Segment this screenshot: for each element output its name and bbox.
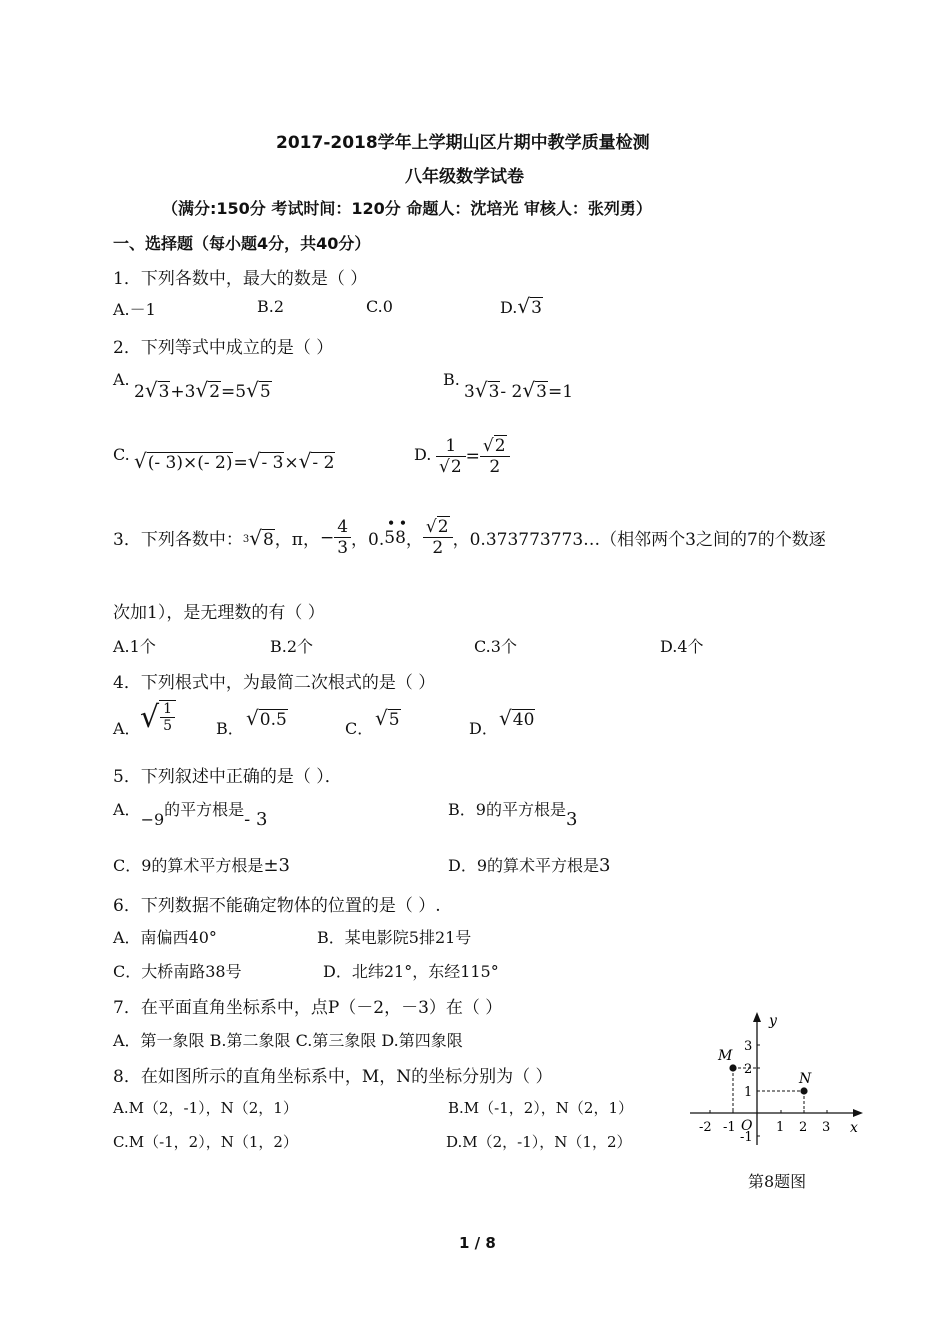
q2-c-rad3: - 2 [312, 453, 335, 473]
q3-repeating-digits: 58 [384, 527, 406, 548]
q4-a-label: A． [113, 719, 141, 738]
point-n [800, 1087, 807, 1094]
q2-option-a: 2√3+3√2=5√5 [134, 378, 271, 402]
q5-c-answer: ±3 [263, 855, 290, 876]
q4-c-rad: 5 [388, 710, 400, 730]
q3-option-d: D.4个 [660, 637, 704, 656]
q2-d-eq: = [465, 446, 480, 467]
q1-option-d [500, 294, 543, 318]
q2-a-coef: 2 [134, 382, 145, 402]
y-tick-label: -1 [740, 1130, 753, 1145]
y-axis-arrow-icon [753, 1012, 761, 1022]
q2-b-op: - 2 [500, 382, 523, 402]
q5-c-text: C．9的算术平方根是 [113, 856, 264, 875]
q1-stem: 1．下列各数中，最大的数是（ ） [113, 269, 368, 289]
q2-d-den-rad: 2 [450, 457, 462, 477]
y-tick-label: 1 [744, 1085, 753, 1100]
q2-a-rad2: 2 [209, 382, 221, 402]
q3-stem: 3．下列各数中： $^3$√8 ，π， − $\frac{4}{3}$ ，0. 58 • • ， $\frac{√2}{2}$ ，0.373773773…（相邻两个3之间的7的个数逐 [113, 515, 826, 558]
q3-sep2: ， [405, 530, 423, 550]
q4-option-c: √5 [375, 706, 400, 730]
q3-frac-den: 3 [337, 538, 349, 558]
q2-a-op: +3 [170, 382, 196, 402]
q2-b-rad1: 3 [488, 382, 500, 402]
q4-d-rad: 40 [512, 710, 535, 730]
q2-c-label: C. [113, 445, 130, 464]
q3-option-b: B.2个 [270, 637, 314, 656]
y-axis-label: y [769, 1013, 777, 1029]
point-m [729, 1064, 736, 1071]
q1-option-c: C.0 [366, 297, 393, 316]
x-tick-label: 2 [799, 1120, 808, 1135]
origin-label: O [741, 1118, 753, 1134]
exam-title: 2017-2018学年上学期山区片期中教学质量检测 [276, 133, 650, 153]
q3-neg: − [319, 527, 335, 548]
q2-d-den: 2 [489, 457, 501, 477]
section-heading: 一、选择题（每小题4分，共40分） [113, 234, 371, 253]
q5-b-answer: 3 [565, 809, 578, 830]
q8-option-c: C.M（-1，2），N（1，2） [113, 1133, 298, 1151]
y-tick-label: 2 [744, 1062, 753, 1077]
q2-b-rad2: 3 [536, 382, 547, 402]
q3-prefix: 3．下列各数中： [113, 530, 243, 550]
q8-coordinate-figure [685, 1010, 875, 1150]
q7-options: A．第一象限 B.第二象限 C.第三象限 D.第四象限 [113, 1031, 463, 1050]
q5-option-a [113, 797, 268, 830]
q3-cube-index: 3 [242, 533, 250, 545]
q1-d-radicand: 3 [531, 298, 542, 318]
page-number: 1 / 8 [459, 1234, 496, 1252]
q4-a-den: 5 [163, 718, 173, 734]
x-axis-label: x [850, 1120, 858, 1136]
q3-rad-den: 2 [432, 538, 444, 558]
q8-option-d: D.M（2，-1），N（1，2） [446, 1133, 632, 1151]
q5-b-text: B．9的平方根是 [448, 800, 566, 819]
x-tick-label: 3 [822, 1120, 831, 1135]
q5-option-c [113, 853, 290, 876]
q2-stem: 2．下列等式中成立的是（ ） [113, 338, 334, 358]
q7-stem: 7．在平面直角坐标系中，点P（－2，－3）在（ ） [113, 998, 503, 1018]
q6-option-c: C．大桥南路38号 [113, 962, 242, 981]
q2-d-num: 1 [436, 436, 466, 457]
q1-option-a: A.－1 [113, 300, 156, 319]
q5-option-b [448, 797, 578, 830]
q2-d-num-rad: 2 [494, 436, 506, 456]
q5-d-answer: 3 [599, 855, 611, 876]
q1-d-label: D. [500, 298, 518, 317]
q8-option-b: B.M（-1，2），N（2，1） [448, 1099, 634, 1117]
q2-c-times: × [284, 453, 299, 473]
q5-a-label: A． [113, 800, 141, 819]
q6-option-b: B．某电影院5排21号 [317, 928, 472, 947]
q5-option-d [448, 853, 610, 876]
q3-rad-num: 2 [437, 517, 449, 537]
q2-option-b: 3√3- 2√3=1 [464, 378, 574, 402]
point-m-label: M [718, 1048, 733, 1064]
x-tick-label: 1 [776, 1120, 785, 1135]
q3-cube-radicand: 8 [262, 529, 274, 550]
q2-option-d: $\frac{1}{√2}$ = $\frac{√2}{2}$ [436, 436, 510, 477]
q6-stem: 6．下列数据不能确定物体的位置的是（ ）. [113, 896, 441, 916]
q3-repeating [384, 515, 407, 548]
q5-a-mid: 的平方根是 [164, 800, 245, 819]
q2-b-label: B. [443, 370, 460, 389]
exam-meta: （满分:150分 考试时间：120分 命题人：沈培光 审核人：张列勇） [162, 199, 652, 218]
q5-stem: 5．下列叙述中正确的是（ ）． [113, 767, 342, 787]
q2-a-eq: =5 [221, 382, 247, 402]
q2-b-coef: 3 [464, 382, 475, 402]
q8-stem: 8．在如图所示的直角坐标系中，M，N的坐标分别为（ ） [113, 1067, 553, 1087]
q1-d-radical: √3 [517, 294, 542, 318]
q2-c-rad1: (- 3)×(- 2) [147, 453, 233, 473]
q6-option-d: D．北纬21°，东经115° [323, 962, 499, 981]
x-tick-label: -1 [723, 1120, 736, 1135]
y-tick-label: 3 [744, 1039, 753, 1054]
q3-frac-num: 4 [334, 517, 351, 538]
q8-option-a: A.M（2，-1），N（2，1） [113, 1099, 298, 1117]
q3-option-a: A.1个 [113, 637, 156, 656]
point-n-label: N [799, 1071, 812, 1087]
q4-option-d: √40 [499, 706, 535, 730]
repeat-dots-icon: • • [387, 515, 407, 530]
q2-b-eq: =1 [547, 382, 574, 402]
q5-a-answer: - 3 [244, 809, 268, 830]
q3-option-c: C.3个 [474, 637, 517, 656]
q2-a-rad3: 5 [259, 382, 271, 402]
q4-b-rad: 0.5 [259, 710, 287, 730]
q3-sep1: ，0. [351, 530, 385, 550]
q2-a-rad1: 3 [158, 382, 170, 402]
q2-c-rad2: - 3 [261, 453, 284, 473]
q4-option-b: √0.5 [246, 706, 287, 730]
q4-c-label: C． [345, 719, 374, 738]
q4-a-num: 1 [160, 701, 175, 718]
q2-d-label: D. [414, 445, 432, 464]
q3-cube-root: $^3$√8 [242, 525, 274, 550]
q4-option-a: √ $\frac{1}{5}$ [140, 700, 176, 735]
q5-a-value: −9 [140, 810, 165, 829]
q4-b-label: B． [216, 719, 244, 738]
q8-figure-caption: 第8题图 [748, 1172, 807, 1191]
q2-c-eq: = [233, 453, 248, 473]
x-axis-arrow-icon [853, 1109, 863, 1117]
x-tick-label: -2 [699, 1120, 712, 1135]
q4-stem: 4．下列根式中，为最简二次根式的是（ ） [113, 673, 436, 693]
q3-pi: ，π， [274, 530, 320, 550]
exam-subtitle: 八年级数学试卷 [405, 167, 524, 187]
q4-d-label: D． [469, 719, 498, 738]
q5-d-text: D．9的算术平方根是 [448, 856, 600, 875]
q1-option-b: B.2 [257, 297, 285, 316]
q3-line2: 次加1），是无理数的有（ ） [113, 603, 325, 623]
q2-a-label: A. [113, 370, 130, 389]
q2-option-c: √(- 3)×(- 2)=√- 3×√- 2 [134, 449, 335, 473]
q3-tail: ，0.373773773…（相邻两个3之间的7的个数逐 [452, 530, 826, 550]
q6-option-a: A．南偏西40° [113, 928, 217, 947]
